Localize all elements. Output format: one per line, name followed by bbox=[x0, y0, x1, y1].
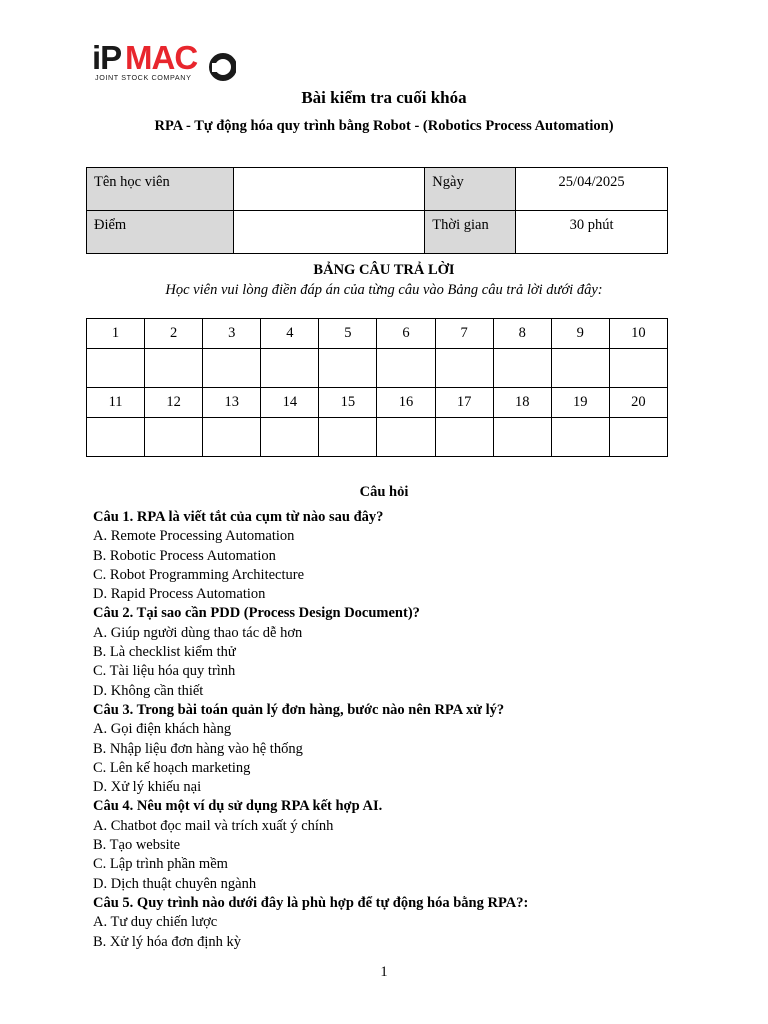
info-row-2 bbox=[87, 211, 668, 254]
option-2a: A. Giúp người dùng thao tác dễ hơn bbox=[93, 624, 303, 641]
option-1d: D. Rapid Process Automation bbox=[93, 586, 266, 603]
answer-number: 6 bbox=[377, 319, 435, 349]
option-5a: A. Tư duy chiến lược bbox=[93, 914, 218, 931]
page-number: 1 bbox=[380, 964, 388, 980]
date-value: 25/04/2025 bbox=[516, 168, 668, 211]
answer-cell[interactable] bbox=[261, 418, 319, 457]
logo-text-ip: iP bbox=[92, 40, 122, 76]
answer-number: 3 bbox=[203, 319, 261, 349]
answer-cell[interactable] bbox=[609, 349, 667, 388]
answer-cell[interactable] bbox=[493, 349, 551, 388]
page-title: Bài kiểm tra cuối khóa bbox=[301, 88, 467, 107]
answer-cell[interactable] bbox=[203, 349, 261, 388]
option-4d: D. Dịch thuật chuyên ngành bbox=[93, 875, 257, 892]
date-label: Ngày bbox=[425, 168, 516, 211]
answer-number-row-2 bbox=[87, 388, 668, 418]
answer-number: 13 bbox=[203, 388, 261, 418]
student-info-table bbox=[86, 167, 668, 254]
logo-tagline: JOINT STOCK COMPANY bbox=[95, 73, 192, 82]
answer-number: 2 bbox=[145, 319, 203, 349]
option-1b: B. Robotic Process Automation bbox=[93, 547, 276, 564]
answer-number: 10 bbox=[609, 319, 667, 349]
option-3a: A. Gọi điện khách hàng bbox=[93, 721, 232, 738]
answer-sheet-instruction: Học viên vui lòng điền đáp án của từng câu vào Bảng câu trả lời dưới đây: bbox=[165, 282, 603, 298]
question-2: Câu 2. Tại sao cần PDD (Process Design Document)? bbox=[93, 605, 420, 622]
question-5: Câu 5. Quy trình nào dưới đây là phù hợp để tự động hóa bằng RPA?: bbox=[93, 894, 529, 911]
answer-number: 1 bbox=[87, 319, 145, 349]
option-5b: B. Xử lý hóa đơn định kỳ bbox=[93, 933, 242, 950]
option-3c: C. Lên kế hoạch marketing bbox=[93, 759, 251, 776]
option-2c: C. Tài liệu hóa quy trình bbox=[93, 663, 236, 680]
answer-number: 7 bbox=[435, 319, 493, 349]
info-row-1 bbox=[87, 168, 668, 211]
page-subtitle: RPA - Tự động hóa quy trình bằng Robot - (Robotics Process Automation) bbox=[154, 118, 614, 134]
question-3: Câu 3. Trong bài toán quản lý đơn hàng, bước nào nên RPA xử lý? bbox=[93, 701, 505, 718]
answer-cell[interactable] bbox=[319, 418, 377, 457]
answer-number: 20 bbox=[609, 388, 667, 418]
answer-cell[interactable] bbox=[493, 418, 551, 457]
answer-number: 9 bbox=[551, 319, 609, 349]
option-2b: B. Là checklist kiểm thử bbox=[93, 644, 236, 661]
option-1a: A. Remote Processing Automation bbox=[93, 528, 295, 545]
answer-cell[interactable] bbox=[261, 349, 319, 388]
answer-number: 4 bbox=[261, 319, 319, 349]
company-logo bbox=[92, 40, 236, 84]
student-name-field[interactable] bbox=[233, 168, 425, 211]
score-field[interactable] bbox=[233, 211, 425, 254]
answer-cell[interactable] bbox=[435, 349, 493, 388]
answer-cell[interactable] bbox=[609, 418, 667, 457]
answer-number-row-1 bbox=[87, 319, 668, 349]
option-4b: B. Tạo website bbox=[93, 837, 181, 854]
option-2d: D. Không cần thiết bbox=[93, 682, 204, 699]
answer-cell[interactable] bbox=[551, 349, 609, 388]
answer-cell[interactable] bbox=[87, 418, 145, 457]
question-4: Câu 4. Nêu một ví dụ sử dụng RPA kết hợp AI. bbox=[93, 798, 383, 815]
score-label: Điểm bbox=[87, 211, 234, 254]
answer-number: 19 bbox=[551, 388, 609, 418]
answer-number: 18 bbox=[493, 388, 551, 418]
answer-number: 16 bbox=[377, 388, 435, 418]
answer-input-row-2 bbox=[87, 418, 668, 457]
answer-cell[interactable] bbox=[145, 349, 203, 388]
answer-cell[interactable] bbox=[551, 418, 609, 457]
answer-number: 14 bbox=[261, 388, 319, 418]
answer-number: 11 bbox=[87, 388, 145, 418]
answer-grid bbox=[86, 318, 668, 457]
option-4a: A. Chatbot đọc mail và trích xuất ý chính bbox=[93, 817, 334, 834]
answer-cell[interactable] bbox=[319, 349, 377, 388]
question-1: Câu 1. RPA là viết tắt của cụm từ nào sau đây? bbox=[93, 509, 384, 525]
time-value: 30 phút bbox=[516, 211, 668, 254]
answer-cell[interactable] bbox=[203, 418, 261, 457]
answer-number: 5 bbox=[319, 319, 377, 349]
answer-cell[interactable] bbox=[435, 418, 493, 457]
answer-cell[interactable] bbox=[87, 349, 145, 388]
answer-number: 12 bbox=[145, 388, 203, 418]
option-4c: C. Lập trình phần mềm bbox=[93, 856, 228, 873]
option-3b: B. Nhập liệu đơn hàng vào hệ thống bbox=[93, 740, 303, 757]
answer-number: 17 bbox=[435, 388, 493, 418]
option-3d: D. Xử lý khiếu nại bbox=[93, 779, 202, 796]
questions-heading: Câu hỏi bbox=[359, 484, 409, 500]
option-1c: C. Robot Programming Architecture bbox=[93, 566, 305, 583]
answer-cell[interactable] bbox=[145, 418, 203, 457]
answer-sheet-heading: BẢNG CÂU TRẢ LỜI bbox=[313, 262, 455, 278]
student-name-label: Tên học viên bbox=[87, 168, 234, 211]
time-label: Thời gian bbox=[425, 211, 516, 254]
answer-cell[interactable] bbox=[377, 349, 435, 388]
question-list bbox=[93, 508, 713, 952]
answer-input-row-1 bbox=[87, 349, 668, 388]
answer-cell[interactable] bbox=[377, 418, 435, 457]
answer-number: 15 bbox=[319, 388, 377, 418]
answer-number: 8 bbox=[493, 319, 551, 349]
logo-text-mac: MAC bbox=[125, 40, 198, 76]
